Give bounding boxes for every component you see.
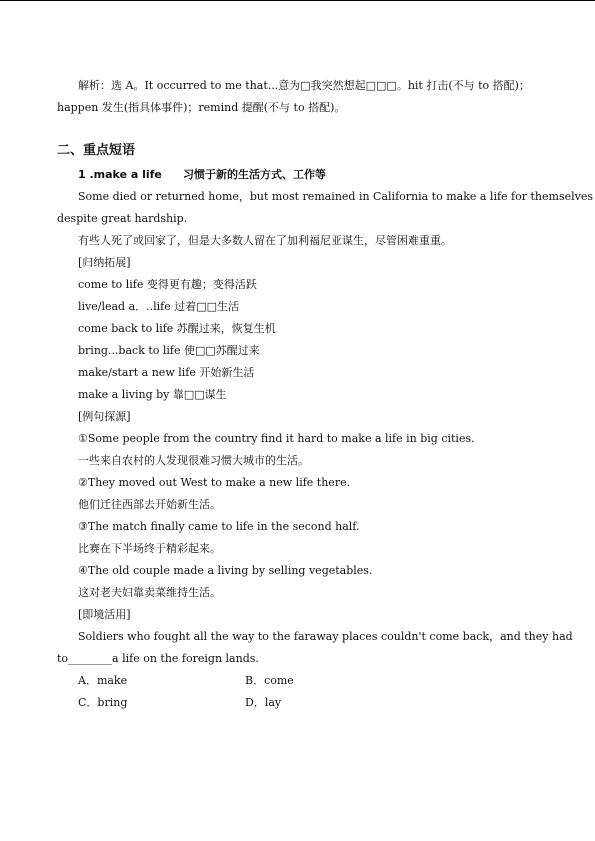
phrase-heading <box>78 168 326 182</box>
exercise-question-2: to________a life on the foreign lands. <box>57 652 259 665</box>
phrase-term: 1 .make a life <box>78 168 162 181</box>
example-en: ④The old couple made a living by selling vegetables. <box>78 564 373 577</box>
option-b[interactable]: B．come <box>245 674 294 687</box>
example-zh: 一些来自农村的人发现很难习惯大城市的生活。 <box>78 454 309 467</box>
option-a[interactable]: A．make <box>78 674 128 687</box>
example-en: ③The match finally came to life in the second half. <box>78 520 360 533</box>
example-zh: 比赛在下半场终于精彩起来。 <box>78 542 221 555</box>
examples-label: [例句探源] <box>78 410 131 423</box>
example-main-zh: 有些人死了或回家了，但是大多数人留在了加利福尼亚谋生，尽管困难重重。 <box>78 234 452 247</box>
example-zh: 他们迁往西部去开始新生活。 <box>78 498 221 511</box>
analysis-line-1: 解析：选 A。It occurred to me that...意为□我突然想起□□□。hit 打击(不与 to 搭配)； <box>78 79 530 92</box>
section-heading: 二、重点短语 <box>57 143 136 158</box>
expansion-item: live/lead a．..life 过着□□生活 <box>78 300 240 313</box>
expansion-item: make a living by 靠□□谋生 <box>78 388 227 401</box>
analysis-line-2: happen 发生(指具体事件)；remind 提醒(不与 to 搭配)。 <box>57 101 346 114</box>
expansion-item: make/start a new life 开始新生活 <box>78 366 255 379</box>
expansion-item: come back to life 苏醒过来，恢复生机 <box>78 322 276 335</box>
example-en: ①Some people from the country find it hard to make a life in big cities. <box>78 432 475 445</box>
expansion-item: come to life 变得更有趣；变得活跃 <box>78 278 257 291</box>
phrase-meaning: 习惯于新的生活方式、工作等 <box>183 168 326 181</box>
example-en: ②They moved out West to make a new life there. <box>78 476 351 489</box>
example-zh: 这对老夫妇靠卖菜维持生活。 <box>78 586 221 599</box>
exercise-question-1: Soldiers who fought all the way to the faraway places couldn't come back，and they had <box>78 630 573 643</box>
expansion-item: bring...back to life 使□□苏醒过来 <box>78 344 260 357</box>
option-d[interactable]: D．lay <box>245 696 282 709</box>
top-rule <box>0 0 595 1</box>
example-main-en-1: Some died or returned home，but most remained in California to make a life for themselves <box>78 190 593 203</box>
example-main-en-2: despite great hardship. <box>57 212 188 225</box>
exercise-label: [即境活用] <box>78 608 131 621</box>
option-c[interactable]: C．bring <box>78 696 128 709</box>
expansion-label: [归纳拓展] <box>78 256 131 269</box>
